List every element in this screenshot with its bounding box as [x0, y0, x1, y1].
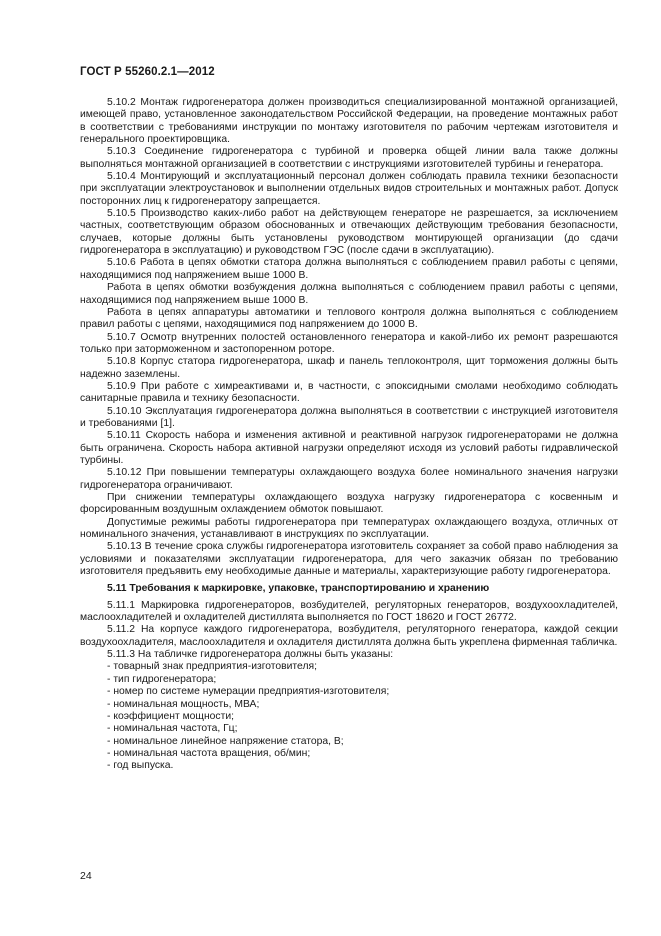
paragraph: 5.10.11 Скорость набора и изменения активной и реактивной нагрузок гидрогенераторами не должна быть ограничена. Скорость набора активной нагрузки определяют исходя из условий работы гидравлической турбины. [80, 430, 618, 466]
paragraph: 5.10.8 Корпус статора гидрогенератора, шкаф и панель теплоконтроля, щит торможения должны быть надежно заземлены. [80, 356, 618, 380]
paragraph: 5.10.13 В течение срока службы гидрогенератора изготовитель сохраняет за собой право наблюдения за условиями и показателями эксплуатации гидрогенератора, для чего заказчик обязан по требованию изготовителя предъявить ему необходимые данные и материалы, характеризующие работу гидрогенератора. [80, 541, 618, 578]
paragraph: 5.11.1 Маркировка гидрогенераторов, возбудителей, регуляторных генераторов, воздухоохладителей, маслоохладителей и охладителей дистиллята выполняется по ГОСТ 18620 и ГОСТ 26772. [80, 599, 618, 624]
paragraph: 5.10.7 Осмотр внутренних полостей остановленного генератора и какой-либо их ремонт разрешаются только при заторможенном и застопоренном роторе. [80, 331, 618, 355]
list-item: - тип гидрогенератора; [107, 673, 217, 685]
paragraph: 5.10.6 Работа в цепях обмотки статора должна выполняться с соблюдением правил работы с цепями, находящимися под напряжением выше 1000 В. [80, 257, 618, 281]
list-item: - номинальная частота вращения, об/мин; [107, 747, 311, 759]
list-item: - номинальная частота, Гц; [107, 723, 238, 735]
paragraph: 5.10.10 Эксплуатация гидрогенератора должна выполняться в соответствии с инструкцией изготовителя и требованиями [1]. [80, 405, 618, 429]
list-item: - коэффициент мощности; [107, 710, 234, 722]
paragraph: 5.11.3 На табличке гидрогенератора должны быть указаны: [107, 649, 394, 661]
page-number: 24 [80, 870, 92, 882]
paragraph: 5.10.2 Монтаж гидрогенератора должен производиться специализированной монтажной организацией, имеющей право, установленное законодательством Российской Федерации, на проведение монтажных работ в соответствии с требованиями инструкции по монтажу изготовителя по рабочим чертежам изготовителя и генерального проектировщика. [80, 97, 618, 146]
nameplate-list [80, 661, 618, 772]
list-item: - номинальное линейное напряжение статора, В; [107, 735, 344, 747]
paragraph: Допустимые режимы работы гидрогенератора при температурах охлаждающего воздуха, отличных от номинального значения, устанавливают в инструкциях по эксплуатации. [80, 516, 618, 541]
paragraph: 5.10.4 Монтирующий и эксплуатационный персонал должен соблюдать правила техники безопасности при эксплуатации электроустановок и выполнении отдельных видов строительных и монтажных работ. Допуск посторонних лиц к гидрогенератору запрещается. [80, 171, 618, 207]
paragraph: Работа в цепях обмотки возбуждения должна выполняться с соблюдением правил работы с цепями, находящимися под напряжением выше 1000 В. [80, 282, 618, 306]
paragraph: 5.10.9 При работе с химреактивами и, в частности, с эпоксидными смолами необходимо соблюдать санитарные правила и технику безопасности. [80, 380, 618, 405]
paragraph: 5.10.3 Соединение гидрогенератора с турбиной и проверка общей линии вала также должны выполняться монтажной организацией в соответствии с инструкциями изготовителей турбины и генератора. [80, 146, 618, 170]
list-item: - год выпуска. [107, 760, 174, 772]
list-item: - номер по системе нумерации предприятия-изготовителя; [107, 686, 390, 698]
paragraph: Работа в цепях аппаратуры автоматики и теплового контроля должна выполняться с соблюдением правил работы с цепями, находящимися под напряжением до 1000 В. [80, 306, 618, 331]
paragraph: 5.10.5 Производство каких-либо работ на действующем генераторе не разрешается, за исключением частных, соответствующим образом обоснованных и отвечающих действующим требования безопасности, случаев, которые должны быть установлены руководством монтирующей организации (до сдачи гидрогенератора в эксплуатацию) и руководством ГЭС (после сдачи в эксплуатацию). [80, 208, 618, 257]
section-title: 5.11 Требования к маркировке, упаковке, транспортированию и хранению [107, 583, 490, 595]
list-item: - номинальная мощность, МВА; [107, 698, 260, 710]
document-header: ГОСТ Р 55260.2.1—2012 [80, 66, 215, 78]
page-body [80, 97, 618, 773]
paragraph: 5.10.12 При повышении температуры охлаждающего воздуха более номинального значения нагрузки гидрогенератора ограничивают. [80, 467, 618, 491]
paragraph: 5.11.2 На корпусе каждого гидрогенератора, возбудителя, регуляторного генератора, каждой секции воздухоохладителя, маслоохладителя и охладителя дистиллята должна быть укреплена фирменная табличка. [80, 624, 618, 648]
paragraph: При снижении температуры охлаждающего воздуха нагрузку гидрогенератора с косвенным и форсированным воздушным охлаждением обмоток повышают. [80, 492, 618, 516]
list-item: - товарный знак предприятия-изготовителя; [107, 661, 317, 673]
